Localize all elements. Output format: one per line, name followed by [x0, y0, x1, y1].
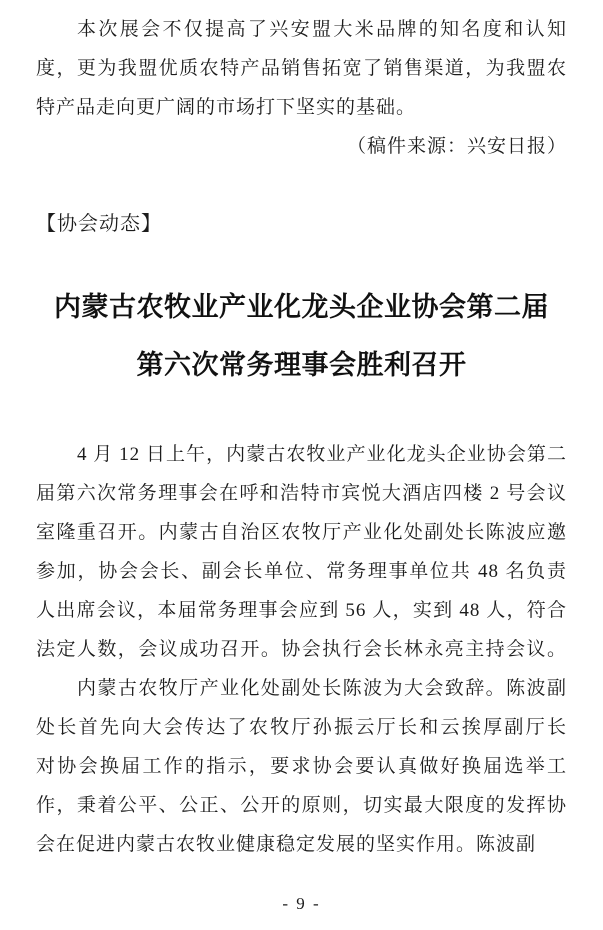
text-line: 度，更为我盟优质农特产品销售拓宽了销售渠道，为我盟农 — [36, 58, 567, 79]
text-line: 参加，协会会长、副会长单位、常务理事单位共 48 名负责 — [36, 561, 567, 582]
article-body — [36, 435, 567, 864]
text-line: （稿件来源：兴安日报） — [346, 136, 567, 157]
previous-article-ending — [36, 10, 567, 166]
text-line: 内蒙古农牧业产业化龙头企业协会第二届 — [54, 292, 549, 322]
text-line: 会在促进内蒙古农牧业健康稳定发展的坚实作用。陈波副 — [36, 834, 537, 855]
text-line: 4 月 12 日上午，内蒙古农牧业产业化龙头企业协会第二 — [77, 444, 567, 465]
text-line: 对协会换届工作的指示，要求协会要认真做好换届选举工 — [36, 756, 567, 777]
text-line: 法定人数，会议成功召开。协会执行会长林永亮主持会议。 — [36, 639, 567, 660]
text-line: 人出席会议，本届常务理事会应到 56 人，实到 48 人，符合 — [36, 600, 567, 621]
text-line: 室隆重召开。内蒙古自治区农牧厅产业化处副处长陈波应邀 — [36, 522, 567, 543]
article-title — [36, 278, 567, 394]
article-paragraph-2 — [36, 669, 567, 864]
text-line: 内蒙古农牧厅产业化处副处长陈波为大会致辞。陈波副 — [77, 678, 567, 699]
text-line: 处长首先向大会传达了农牧厅孙振云厅长和云挨厚副厅长 — [36, 717, 567, 738]
section-tag: 【协会动态】 — [36, 213, 162, 235]
text-line: 届第六次常务理事会在呼和浩特市宾悦大酒店四楼 2 号会议 — [36, 483, 567, 504]
text-line: 特产品走向更广阔的市场打下坚实的基础。 — [36, 97, 417, 118]
article-paragraph-1 — [36, 435, 567, 669]
text-line: 第六次常务理事会胜利召开 — [136, 350, 467, 380]
prev-article-paragraph — [36, 10, 567, 166]
text-line: 本次展会不仅提高了兴安盟大米品牌的知名度和认知 — [77, 19, 567, 40]
page-number: - 9 - — [282, 894, 321, 913]
text-line: 作，秉着公平、公正、公开的原则，切实最大限度的发挥协 — [36, 795, 567, 816]
